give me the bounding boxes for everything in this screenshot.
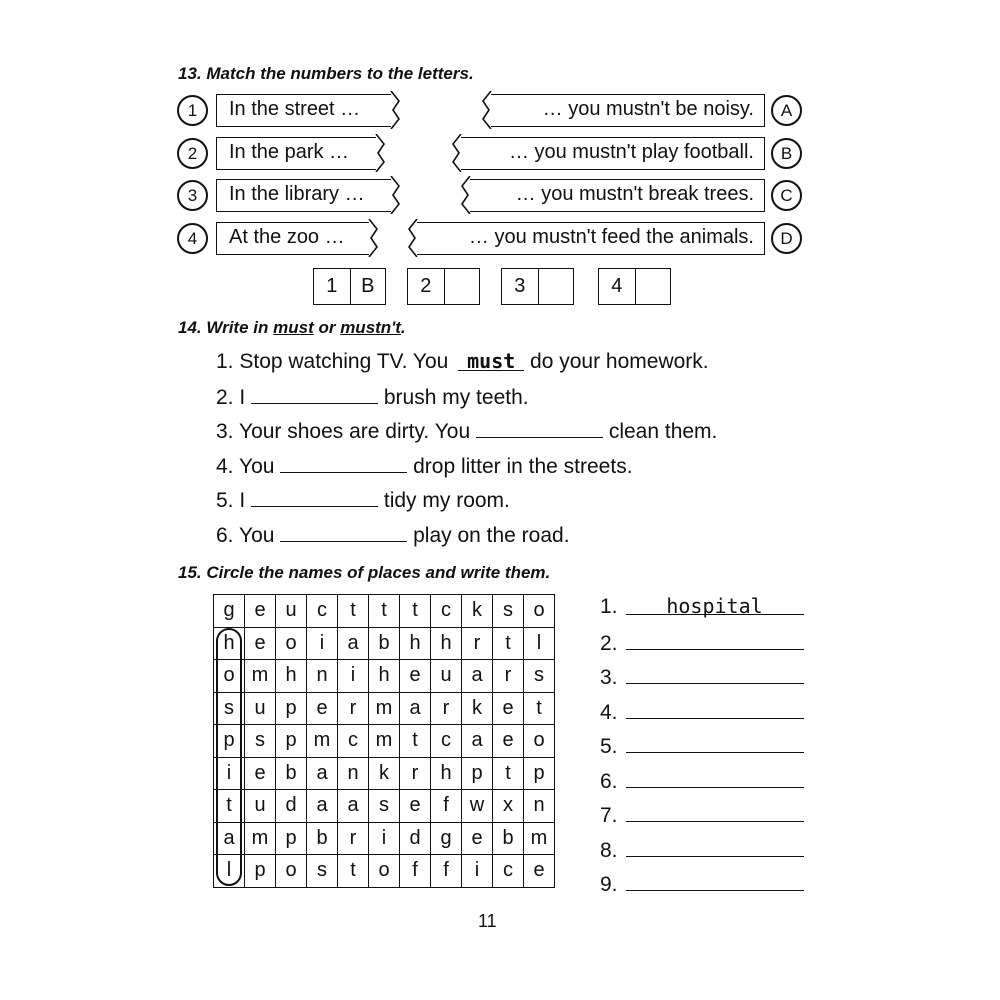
grid-letter[interactable]: t <box>493 757 524 790</box>
grid-letter[interactable]: c <box>431 595 462 628</box>
heading-text: 14. Write in <box>178 318 274 337</box>
grid-letter[interactable]: m <box>245 660 276 693</box>
grid-letter[interactable]: g <box>431 822 462 855</box>
sentence-text: Your shoes are dirty. You <box>238 420 476 443</box>
answer-blank[interactable] <box>626 870 804 891</box>
grid-letter[interactable]: n <box>307 660 338 693</box>
grid-letter[interactable]: m <box>245 822 276 855</box>
grid-letter[interactable]: h <box>369 660 400 693</box>
grid-letter[interactable]: a <box>462 725 493 758</box>
grid-letter[interactable]: t <box>338 595 369 628</box>
grid-letter[interactable]: t <box>369 595 400 628</box>
grid-letter[interactable]: a <box>307 790 338 823</box>
grid-letter[interactable]: e <box>493 692 524 725</box>
answer-box-value[interactable]: B <box>350 269 386 304</box>
grid-letter[interactable]: e <box>524 855 555 888</box>
grid-letter[interactable]: m <box>307 725 338 758</box>
torn-edge-icon <box>460 176 472 214</box>
answer-number: 5. <box>600 735 618 758</box>
exercise-13-heading: 13. Match the numbers to the letters. <box>178 64 474 83</box>
sentence-text: brush my teeth. <box>378 386 529 409</box>
torn-edge-icon <box>374 134 386 172</box>
grid-letter[interactable]: w <box>462 790 493 823</box>
grid-letter[interactable]: k <box>462 595 493 628</box>
answer-box-number: 2 <box>420 275 432 297</box>
answer-number: 8. <box>600 838 618 862</box>
grid-letter[interactable]: k <box>369 757 400 790</box>
heading-text: . <box>400 318 406 337</box>
grid-letter[interactable]: o <box>524 725 555 758</box>
grid-letter[interactable]: p <box>214 725 245 758</box>
grid-letter[interactable]: i <box>214 757 245 790</box>
grid-letter[interactable]: c <box>431 725 462 758</box>
grid-letter[interactable]: c <box>307 595 338 628</box>
answer-number: 2. <box>600 631 618 655</box>
grid-letter[interactable]: u <box>245 692 276 725</box>
right-card-text: … you mustn't play football. <box>508 141 754 163</box>
answer-blank[interactable] <box>476 419 603 438</box>
grid-letter[interactable]: a <box>307 757 338 790</box>
grid-letter[interactable]: r <box>338 822 369 855</box>
grid-letter[interactable]: o <box>276 855 307 888</box>
sentence-number: 4. <box>216 455 234 478</box>
grid-letter[interactable]: s <box>214 692 245 725</box>
sentence-2 <box>216 385 529 410</box>
grid-letter[interactable]: x <box>493 790 524 823</box>
grid-letter[interactable]: e <box>245 627 276 660</box>
answer-line <box>600 801 804 836</box>
sentence-text: drop litter in the streets. <box>407 455 633 478</box>
answer-number: 4. <box>600 700 618 724</box>
sentence-3 <box>216 419 717 444</box>
grid-letter[interactable]: h <box>214 627 245 660</box>
grid-letter[interactable]: s <box>524 660 555 693</box>
grid-letter[interactable]: o <box>369 855 400 888</box>
grid-letter[interactable]: a <box>400 692 431 725</box>
grid-letter[interactable]: p <box>276 725 307 758</box>
answer-blank[interactable] <box>280 523 407 542</box>
grid-letter[interactable]: f <box>431 790 462 823</box>
answer-box-number: 3 <box>514 275 526 297</box>
right-card-text: … you mustn't break trees. <box>515 183 754 205</box>
grid-letter[interactable]: a <box>462 660 493 693</box>
right-card-a[interactable] <box>488 94 765 127</box>
grid-letter[interactable]: h <box>400 627 431 660</box>
sentence-6 <box>216 523 570 548</box>
grid-letter[interactable]: p <box>276 692 307 725</box>
answer-line <box>600 836 804 871</box>
sentence-1 <box>216 350 709 374</box>
grid-letter[interactable]: r <box>431 692 462 725</box>
right-card-d[interactable] <box>414 222 765 255</box>
answer-line <box>600 594 804 629</box>
answer-number: 9. <box>600 873 618 896</box>
letter-circle-c: C <box>771 180 802 211</box>
grid-letter[interactable]: d <box>276 790 307 823</box>
letter-circle-d: D <box>771 223 802 254</box>
letter-circle-a: A <box>771 95 802 126</box>
sentence-number: 2. <box>216 386 234 409</box>
exercise-15-heading: 15. Circle the names of places and write them. <box>178 563 551 582</box>
grid-letter[interactable]: b <box>276 757 307 790</box>
right-card-text: … you mustn't feed the animals. <box>468 226 754 248</box>
grid-letter[interactable]: s <box>245 725 276 758</box>
grid-letter[interactable]: u <box>431 660 462 693</box>
grid-letter[interactable]: s <box>369 790 400 823</box>
heading-keyword: mustn't <box>340 318 401 337</box>
letter-circle-b: B <box>771 138 802 169</box>
answer-line <box>600 698 804 733</box>
grid-letter[interactable]: i <box>307 627 338 660</box>
word-search-grid[interactable] <box>213 594 555 888</box>
sentence-text: You <box>238 455 281 478</box>
grid-letter[interactable]: e <box>245 595 276 628</box>
grid-letter[interactable]: f <box>431 855 462 888</box>
grid-letter[interactable]: e <box>400 660 431 693</box>
page-number: 11 <box>478 911 497 931</box>
answer-number: 1. <box>600 595 618 618</box>
answer-blank[interactable] <box>626 836 804 857</box>
grid-letter[interactable]: t <box>493 627 524 660</box>
answer-line <box>600 870 804 905</box>
sentence-4 <box>216 454 633 479</box>
grid-letter[interactable]: s <box>493 595 524 628</box>
grid-letter[interactable]: e <box>493 725 524 758</box>
grid-letter[interactable]: p <box>524 757 555 790</box>
grid-letter[interactable]: t <box>400 595 431 628</box>
answer-blank[interactable] <box>626 801 804 822</box>
grid-letter[interactable]: p <box>462 757 493 790</box>
grid-letter[interactable]: t <box>524 692 555 725</box>
left-card-2[interactable] <box>216 137 379 170</box>
grid-row <box>214 822 555 855</box>
left-card-4[interactable] <box>216 222 372 255</box>
grid-row <box>214 595 555 628</box>
grid-letter[interactable]: d <box>400 822 431 855</box>
sentence-text: Stop watching TV. You <box>239 350 455 373</box>
answer-blank[interactable] <box>251 488 378 507</box>
right-card-c[interactable] <box>467 179 765 212</box>
number-circle-4: 4 <box>177 223 208 254</box>
grid-letter[interactable]: e <box>400 790 431 823</box>
grid-letter[interactable]: r <box>493 660 524 693</box>
answer-blank[interactable] <box>626 629 804 650</box>
sentence-number: 3. <box>216 420 234 443</box>
grid-letter[interactable]: i <box>338 660 369 693</box>
grid-letter[interactable]: i <box>369 822 400 855</box>
grid-letter[interactable]: l <box>524 627 555 660</box>
left-card-text: In the street … <box>229 98 361 120</box>
answer-blank[interactable] <box>626 767 804 788</box>
answer-box-1[interactable] <box>313 268 386 305</box>
grid-letter[interactable]: b <box>369 627 400 660</box>
grid-letter[interactable]: m <box>524 822 555 855</box>
answer-number: 7. <box>600 804 618 827</box>
torn-edge-icon <box>389 176 401 214</box>
grid-letter[interactable]: c <box>493 855 524 888</box>
answer-box-3[interactable] <box>501 268 574 305</box>
answer-line <box>600 767 804 802</box>
sentence-text: I <box>239 489 252 512</box>
grid-row <box>214 757 555 790</box>
grid-letter[interactable]: e <box>462 822 493 855</box>
answer-box-value[interactable] <box>444 269 480 304</box>
answer-box-number: 1 <box>326 275 338 297</box>
answer-line <box>600 629 804 664</box>
answer-box-value[interactable] <box>635 269 671 304</box>
number-circle-1: 1 <box>177 95 208 126</box>
grid-letter[interactable]: t <box>400 725 431 758</box>
answer-blank[interactable] <box>626 698 804 719</box>
grid-letter[interactable]: n <box>338 757 369 790</box>
number-circle-2: 2 <box>177 138 208 169</box>
sentence-text: I <box>239 386 252 409</box>
answer-box-4[interactable] <box>598 268 671 305</box>
grid-row <box>214 627 555 660</box>
answer-line <box>600 732 804 767</box>
grid-letter[interactable]: l <box>214 855 245 888</box>
exercise-14-heading <box>178 318 406 338</box>
grid-letter[interactable]: u <box>276 595 307 628</box>
grid-letter[interactable]: m <box>369 725 400 758</box>
right-card-b[interactable] <box>458 137 765 170</box>
sentence-text: play on the road. <box>407 524 570 547</box>
sentence-text: tidy my room. <box>378 489 510 512</box>
sentence-number: 5. <box>216 489 234 512</box>
grid-letter[interactable]: r <box>462 627 493 660</box>
grid-letter[interactable]: e <box>245 757 276 790</box>
answer-number: 3. <box>600 666 618 689</box>
grid-letter[interactable]: m <box>369 692 400 725</box>
number-circle-3: 3 <box>177 180 208 211</box>
answer-blank[interactable] <box>280 454 407 473</box>
answer-blank[interactable] <box>626 732 804 753</box>
grid-letter[interactable]: a <box>214 822 245 855</box>
grid-row <box>214 790 555 823</box>
answer-list <box>600 594 804 905</box>
grid-letter[interactable]: p <box>245 855 276 888</box>
grid-letter[interactable]: t <box>214 790 245 823</box>
grid-letter[interactable]: h <box>431 757 462 790</box>
torn-edge-icon <box>389 91 401 129</box>
answer-line <box>600 663 804 698</box>
answer-blank[interactable]: hospital <box>626 594 804 615</box>
grid-letter[interactable]: h <box>276 660 307 693</box>
grid-letter[interactable]: n <box>524 790 555 823</box>
grid-letter[interactable]: r <box>338 692 369 725</box>
sentence-number: 1. <box>216 350 234 373</box>
grid-letter[interactable]: b <box>307 822 338 855</box>
grid-letter[interactable]: o <box>276 627 307 660</box>
sentence-5 <box>216 488 510 513</box>
heading-keyword: must <box>273 318 314 337</box>
grid-letter[interactable]: r <box>400 757 431 790</box>
sentence-text: You <box>238 524 281 547</box>
sentence-text: do your homework. <box>524 350 709 373</box>
left-card-text: In the park … <box>229 141 350 163</box>
grid-letter[interactable]: i <box>462 855 493 888</box>
grid-letter[interactable]: t <box>338 855 369 888</box>
grid-row <box>214 725 555 758</box>
grid-letter[interactable]: f <box>400 855 431 888</box>
grid-letter[interactable]: u <box>245 790 276 823</box>
grid-row <box>214 692 555 725</box>
answer-blank[interactable] <box>626 663 804 684</box>
sentence-text: clean them. <box>602 420 718 443</box>
word-search-table[interactable] <box>213 594 555 888</box>
grid-letter[interactable]: e <box>307 692 338 725</box>
grid-row <box>214 660 555 693</box>
answer-blank[interactable]: must <box>458 352 524 371</box>
torn-edge-icon <box>451 134 463 172</box>
grid-letter[interactable]: o <box>524 595 555 628</box>
right-card-text: … you mustn't be noisy. <box>542 98 754 120</box>
grid-letter[interactable]: c <box>338 725 369 758</box>
grid-letter[interactable]: a <box>338 627 369 660</box>
grid-letter[interactable]: k <box>462 692 493 725</box>
left-card-3[interactable] <box>216 179 394 212</box>
grid-letter[interactable]: h <box>431 627 462 660</box>
grid-letter[interactable]: b <box>493 822 524 855</box>
heading-text: or <box>313 318 341 337</box>
left-card-1[interactable] <box>216 94 394 127</box>
grid-row <box>214 855 555 888</box>
grid-letter[interactable]: g <box>214 595 245 628</box>
torn-edge-icon <box>407 219 419 257</box>
torn-edge-icon <box>481 91 493 129</box>
grid-letter[interactable]: s <box>307 855 338 888</box>
grid-letter[interactable]: a <box>338 790 369 823</box>
left-card-text: At the zoo … <box>229 226 345 248</box>
left-card-text: In the library … <box>229 183 365 205</box>
grid-letter[interactable]: o <box>214 660 245 693</box>
answer-box-number: 4 <box>611 275 623 297</box>
grid-letter[interactable]: p <box>276 822 307 855</box>
answer-box-value[interactable] <box>538 269 574 304</box>
answer-box-2[interactable] <box>407 268 480 305</box>
sentence-number: 6. <box>216 524 234 547</box>
answer-number: 6. <box>600 769 618 793</box>
torn-edge-icon <box>367 219 379 257</box>
answer-blank[interactable] <box>251 385 378 404</box>
